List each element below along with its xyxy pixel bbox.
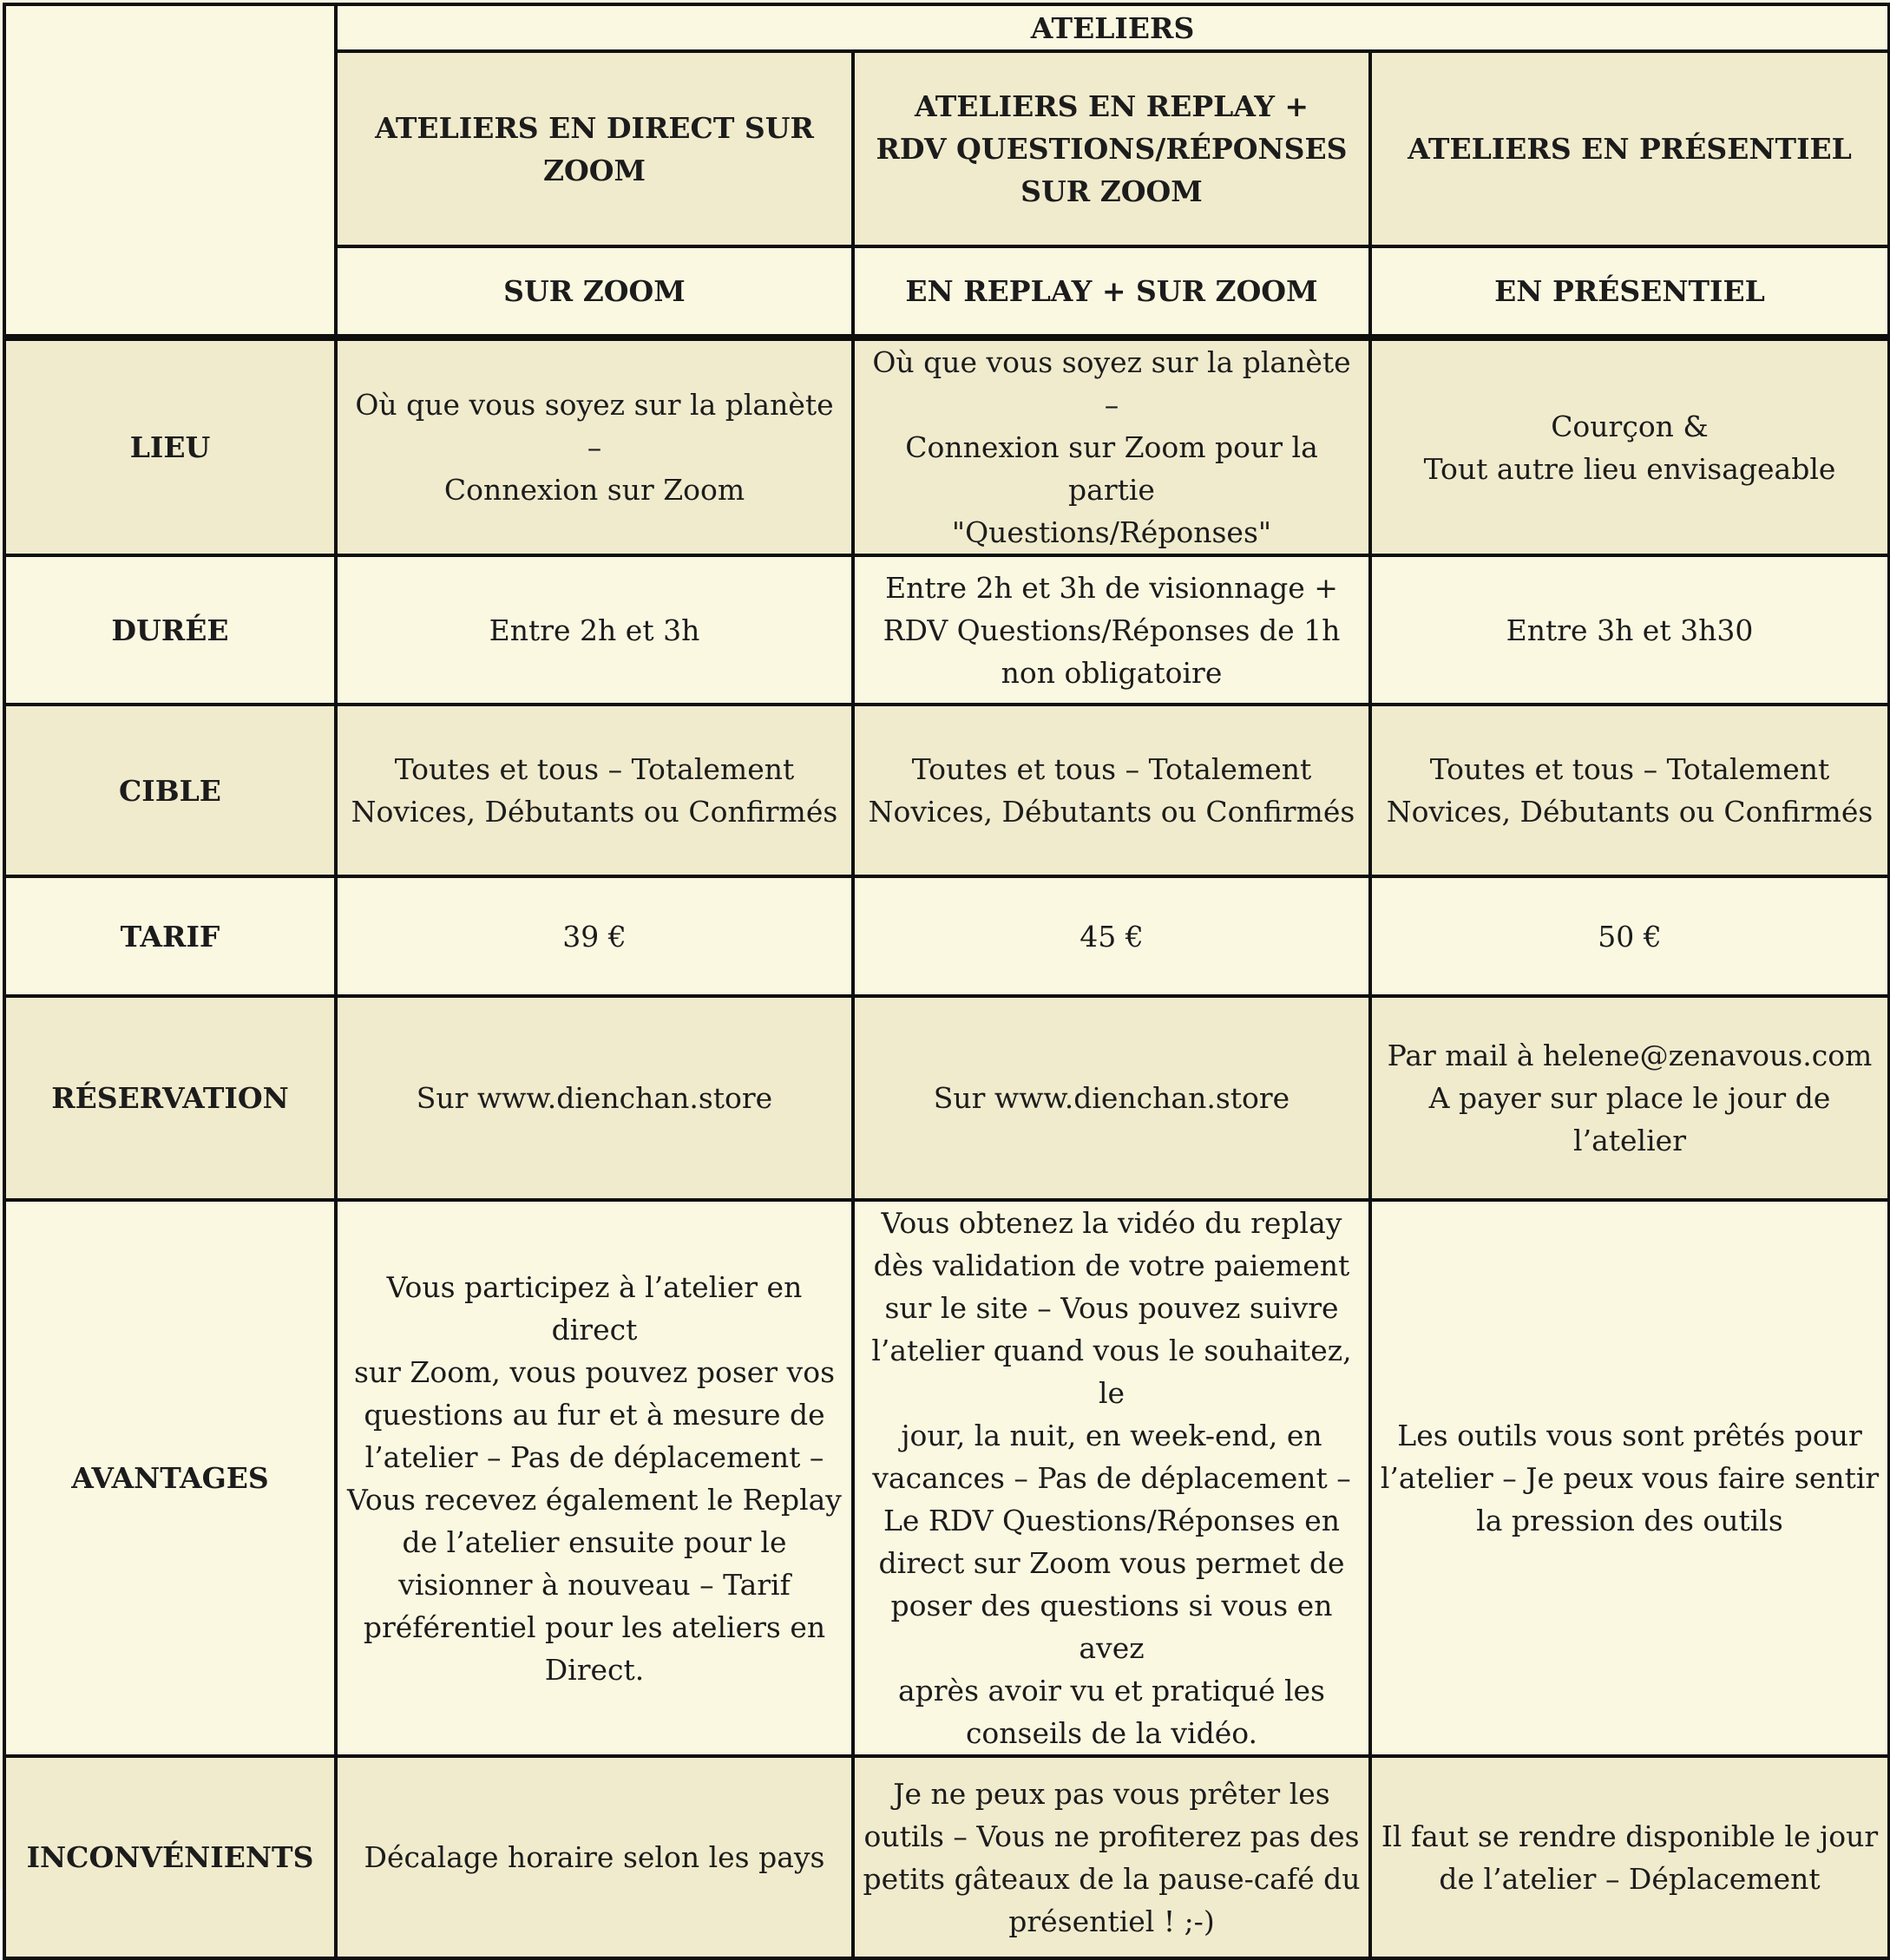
cell-line: Toutes et tous – Totalement bbox=[1429, 752, 1830, 786]
cell-line: Décalage horaire selon les pays bbox=[364, 1840, 825, 1874]
cell-inconvenients-replay bbox=[853, 1756, 1370, 1958]
cell-line: la pression des outils bbox=[1476, 1504, 1783, 1537]
row-label-inconvenients: INCONVÉNIENTS bbox=[4, 1756, 336, 1958]
cell-line: préférentiel pour les ateliers en bbox=[363, 1609, 826, 1644]
cell-line: Courçon & bbox=[1551, 409, 1709, 443]
cell-line: outils – Vous ne profiterez pas des bbox=[863, 1819, 1360, 1853]
row-avantages bbox=[4, 1200, 1889, 1756]
cell-line: Où que vous soyez sur la planète – bbox=[872, 345, 1351, 422]
cell-line: Entre 2h et 3h de visionnage + bbox=[885, 570, 1338, 605]
cell-line: non obligatoire bbox=[1001, 655, 1223, 690]
row-reservation bbox=[4, 996, 1889, 1200]
cell-line: Novices, Débutants ou Confirmés bbox=[868, 795, 1355, 829]
title-line: ATELIERS EN REPLAY + bbox=[914, 89, 1309, 123]
title-line: ATELIERS EN PRÉSENTIEL bbox=[1408, 132, 1852, 166]
cell-line: A payer sur place le jour de bbox=[1428, 1081, 1831, 1115]
row-label-reservation: RÉSERVATION bbox=[4, 996, 336, 1200]
cell-duree-presentiel bbox=[1370, 555, 1889, 705]
cell-line: de l’atelier – Déplacement bbox=[1439, 1861, 1821, 1896]
column-long-title-replay bbox=[853, 51, 1370, 246]
cell-line: Novices, Débutants ou Confirmés bbox=[1386, 795, 1874, 829]
cell-line: Vous recevez également le Replay bbox=[347, 1482, 842, 1517]
row-cible bbox=[4, 705, 1889, 876]
cell-line: Direct. bbox=[544, 1652, 645, 1687]
cell-line: présentiel ! ;-) bbox=[1008, 1904, 1215, 1938]
cell-tarif-replay bbox=[853, 876, 1370, 996]
cell-line: dès validation de votre paiement bbox=[873, 1249, 1350, 1282]
cell-line: conseils de la vidéo. bbox=[965, 1716, 1258, 1750]
cell-line: Les outils vous sont prêtés pour bbox=[1397, 1419, 1862, 1452]
cell-line: Toutes et tous – Totalement bbox=[911, 752, 1312, 786]
cell-avantages-direct bbox=[336, 1200, 853, 1756]
cell-avantages-replay bbox=[853, 1200, 1370, 1756]
cell-line: sur Zoom, vous pouvez poser vos bbox=[353, 1354, 836, 1389]
header-corner-cell bbox=[4, 4, 336, 338]
cell-line: direct sur Zoom vous permet de bbox=[878, 1546, 1345, 1580]
cell-lieu-presentiel bbox=[1370, 338, 1889, 555]
price-value: 39 € bbox=[562, 919, 627, 954]
cell-line: Entre 3h et 3h30 bbox=[1506, 613, 1754, 647]
cell-lieu-replay bbox=[853, 338, 1370, 555]
cell-line: Par mail à helene@zenavous.com bbox=[1387, 1039, 1873, 1072]
cell-cible-direct bbox=[336, 705, 853, 876]
row-label-duree: DURÉE bbox=[4, 555, 336, 705]
cell-lieu-direct bbox=[336, 338, 853, 555]
cell-line: Entre 2h et 3h bbox=[489, 613, 700, 647]
cell-line: l’atelier – Je peux vous faire sentir bbox=[1380, 1461, 1880, 1495]
row-lieu bbox=[4, 338, 1889, 555]
cell-duree-replay bbox=[853, 555, 1370, 705]
cell-line: questions au fur et à mesure de bbox=[364, 1397, 825, 1432]
cell-line: Il faut se rendre disponible le jour bbox=[1381, 1819, 1879, 1853]
cell-line: Connexion sur Zoom pour la partie bbox=[905, 430, 1318, 507]
cell-inconvenients-direct bbox=[336, 1756, 853, 1958]
column-short-title-direct: SUR ZOOM bbox=[336, 246, 853, 338]
cell-cible-presentiel bbox=[1370, 705, 1889, 876]
cell-line: poser des questions si vous en avez bbox=[890, 1589, 1333, 1665]
cell-line: après avoir vu et pratiqué les bbox=[897, 1674, 1325, 1708]
cell-line: sur le site – Vous pouvez suivre bbox=[884, 1291, 1339, 1325]
cell-duree-direct bbox=[336, 555, 853, 705]
cell-reservation-presentiel bbox=[1370, 996, 1889, 1200]
price-value: 45 € bbox=[1080, 919, 1144, 954]
cell-tarif-direct bbox=[336, 876, 853, 996]
row-inconvenients bbox=[4, 1756, 1889, 1958]
cell-line: Novices, Débutants ou Confirmés bbox=[351, 795, 838, 829]
cell-line: Le RDV Questions/Réponses en bbox=[883, 1504, 1341, 1537]
cell-line: l’atelier – Pas de déplacement – bbox=[364, 1439, 824, 1474]
cell-line: Vous obtenez la vidéo du replay bbox=[881, 1206, 1342, 1240]
cell-cible-replay bbox=[853, 705, 1370, 876]
row-label-tarif: TARIF bbox=[4, 876, 336, 996]
row-tarif bbox=[4, 876, 1889, 996]
title-line: ZOOM bbox=[542, 153, 646, 187]
cell-line: Tout autre lieu envisageable bbox=[1423, 451, 1836, 486]
column-short-title-replay: EN REPLAY + SUR ZOOM bbox=[853, 246, 1370, 338]
row-label-avantages: AVANTAGES bbox=[4, 1200, 336, 1756]
title-line: RDV QUESTIONS/RÉPONSES bbox=[876, 132, 1348, 166]
row-duree bbox=[4, 555, 1889, 705]
cell-line: Où que vous soyez sur la planète – bbox=[355, 388, 834, 464]
cell-line: RDV Questions/Réponses de 1h bbox=[883, 613, 1341, 647]
title-line: ATELIERS EN DIRECT SUR bbox=[375, 110, 814, 145]
cell-line: Je ne peux pas vous prêter les bbox=[893, 1776, 1330, 1811]
table-title-row bbox=[4, 4, 1889, 51]
column-short-title-presentiel: EN PRÉSENTIEL bbox=[1370, 246, 1889, 338]
cell-line: "Questions/Réponses" bbox=[951, 515, 1272, 549]
cell-line: de l’atelier ensuite pour le bbox=[402, 1524, 787, 1559]
cell-tarif-presentiel bbox=[1370, 876, 1889, 996]
column-long-title-direct bbox=[336, 51, 853, 246]
ateliers-comparison-table bbox=[3, 3, 1890, 1960]
cell-line: Vous participez à l’atelier en direct bbox=[386, 1269, 803, 1347]
cell-line: l’atelier bbox=[1573, 1124, 1686, 1157]
cell-inconvenients-presentiel bbox=[1370, 1756, 1889, 1958]
title-line: SUR ZOOM bbox=[1020, 174, 1203, 208]
cell-line: jour, la nuit, en week-end, en bbox=[901, 1419, 1322, 1452]
cell-line: l’atelier quand vous le souhaitez, le bbox=[871, 1334, 1352, 1410]
column-long-title-presentiel bbox=[1370, 51, 1889, 246]
cell-reservation-replay bbox=[853, 996, 1370, 1200]
cell-line: vacances – Pas de déplacement – bbox=[872, 1461, 1351, 1495]
cell-line: Sur www.dienchan.store bbox=[933, 1081, 1290, 1115]
cell-line: visionner à nouveau – Tarif bbox=[398, 1567, 791, 1602]
cell-avantages-presentiel bbox=[1370, 1200, 1889, 1756]
cell-line: Toutes et tous – Totalement bbox=[394, 752, 795, 786]
price-value: 50 € bbox=[1598, 919, 1662, 954]
cell-line: petits gâteaux de la pause-café du bbox=[863, 1861, 1361, 1896]
cell-line: Connexion sur Zoom bbox=[443, 473, 745, 507]
row-label-cible: CIBLE bbox=[4, 705, 336, 876]
row-label-lieu: LIEU bbox=[4, 338, 336, 555]
cell-line: Sur www.dienchan.store bbox=[416, 1081, 773, 1115]
cell-reservation-direct bbox=[336, 996, 853, 1200]
table-title: ATELIERS bbox=[336, 4, 1889, 51]
